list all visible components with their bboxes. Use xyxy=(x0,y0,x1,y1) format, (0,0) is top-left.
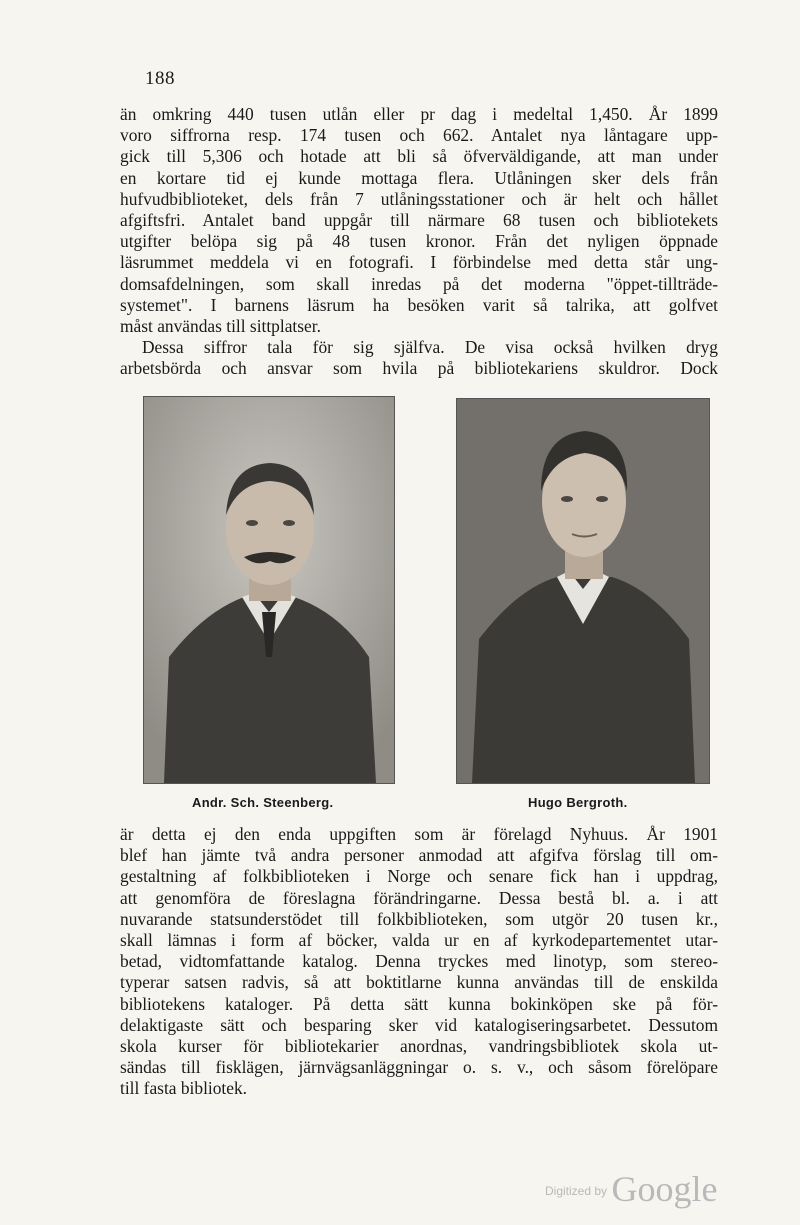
text-line: voro siffrorna resp. 174 tusen och 662. Antalet nya låntagare upp- xyxy=(120,125,718,146)
watermark-prefix: Digitized by xyxy=(545,1184,608,1198)
text-line: delaktigaste sätt och besparing sker vid katalogiseringsarbetet. Dessutom xyxy=(120,1014,718,1035)
caption-steenberg: Andr. Sch. Steenberg. xyxy=(192,795,334,810)
portrait-illustration xyxy=(457,399,709,783)
text-line: betad, vidtomfattande katalog. Denna tryckes med linotyp, som stereo- xyxy=(120,951,718,972)
portrait-illustration xyxy=(144,397,394,783)
text-line: att genomföra de föreslagna förändringarne. Dessa bestå bl. a. i att xyxy=(120,887,718,908)
text-line: hufvudbiblioteket, dels från 7 utlåningsstationer och är helt och hållet xyxy=(120,188,718,209)
text-line: typerar satsen radvis, så att boktitlarne kunna användas till de enskilda xyxy=(120,972,718,993)
text-line: bibliotekens kataloger. På detta sätt kunna bokinköpen ske på för- xyxy=(120,993,718,1014)
text-line: gick till 5,306 och hotade att bli så öfverväldigande, att man under xyxy=(120,146,718,167)
page-number: 188 xyxy=(145,68,175,89)
text-line: systemet". I barnens läsrum ha besöken varit så talrika, att golfvet xyxy=(120,294,718,315)
text-line: till fasta bibliotek. xyxy=(120,1078,248,1099)
text-line: domsafdelningen, som skall inredas på det moderna "öppet-tillträde- xyxy=(120,273,718,294)
text-line: än omkring 440 tusen utlån eller pr dag i medeltal 1,450. År 1899 xyxy=(120,104,718,124)
body-text-top xyxy=(120,104,718,380)
text-line: gestaltning af folkbiblioteken i Norge och senare fick han i uppdrag, xyxy=(120,866,718,887)
text-line: sändas till fisklägen, järnvägsanläggningar o. s. v., och såsom förelöpare xyxy=(120,1057,718,1078)
text-line: skola kurser för bibliotekarier anordnas, vandringsbibliotek skola ut- xyxy=(120,1036,718,1057)
text-line: blef han jämte två andra personer anmodad att afgifva förslag till om- xyxy=(120,845,718,866)
text-line: afgiftsfri. Antalet band uppgår till närmare 68 tusen och bibliotekets xyxy=(120,210,718,231)
text-line: arbetsbörda och ansvar som hvila på bibliotekariens skuldror. Dock xyxy=(120,358,718,379)
text-line: en kortare tid ej kunde mottaga flera. Utlåningen sker dels från xyxy=(120,167,718,188)
text-line: läsrummet meddela vi en fotografi. I förbindelse med detta står ung- xyxy=(120,252,718,273)
body-text-bottom xyxy=(120,824,718,1100)
portrait-photo-steenberg xyxy=(143,396,395,784)
text-line: måst användas till sittplatser. xyxy=(120,316,321,337)
text-line: nuvarande statsunderstödet till folkbiblioteken, som utgör 20 tusen kr., xyxy=(120,908,718,929)
text-line: är detta ej den enda uppgiften som är förelagd Nyhuus. År 1901 xyxy=(120,824,718,844)
google-logo: Google xyxy=(611,1169,718,1209)
caption-bergroth: Hugo Bergroth. xyxy=(528,795,628,810)
text-line: utgifter belöpa sig på 48 tusen kronor. Från det nyligen öppnade xyxy=(120,231,718,252)
text-line: skall lämnas i form af böcker, valda ur en af kyrkodepartementet utar- xyxy=(120,930,718,951)
digitized-watermark xyxy=(545,1168,717,1210)
text-line: Dessa siffror tala för sig själfva. De visa också hvilken dryg xyxy=(142,337,718,358)
portrait-photo-bergroth xyxy=(456,398,710,784)
